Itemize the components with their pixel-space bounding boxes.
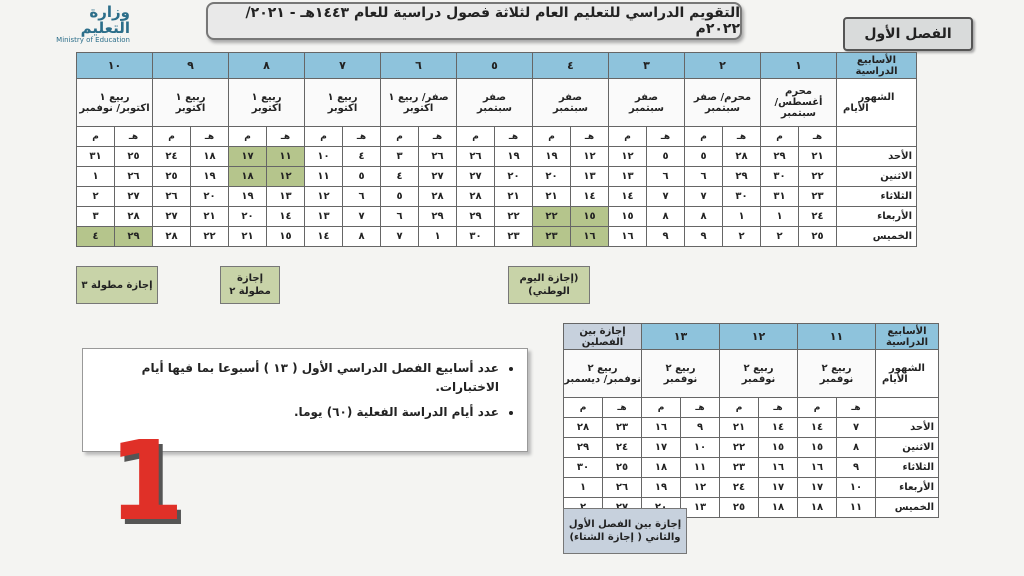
week-number: ١١ [798, 324, 876, 350]
hijri-date: ٢٦ [603, 478, 642, 498]
hijri-date: ١ [419, 227, 457, 247]
bullet-days-count: • عدد أيام الدراسة الفعلية (٦٠) يوما. [91, 403, 499, 422]
hijri-date: ٣٠ [723, 187, 761, 207]
hijri-date: ١٤ [759, 418, 798, 438]
month-name: محرم/ صفر سبتمبر [685, 79, 761, 127]
hijri-date: ٢٩ [419, 207, 457, 227]
hijri-date: ٢٧ [419, 167, 457, 187]
greg-label: م [77, 127, 115, 147]
hijri-label: هـ [603, 398, 642, 418]
day-name: الخميس [876, 498, 939, 518]
greg-date: ٣ [381, 147, 419, 167]
greg-date: ٢٦ [153, 187, 191, 207]
hijri-label: هـ [681, 398, 720, 418]
week-number: ٨ [229, 53, 305, 79]
hijri-date: ٢٠ [495, 167, 533, 187]
greg-date: ٢٣ [533, 227, 571, 247]
greg-date: ٢٤ [153, 147, 191, 167]
greg-date: ١٨ [642, 458, 681, 478]
hijri-date: ١٠ [681, 438, 720, 458]
greg-date: ١٩ [533, 147, 571, 167]
greg-date: ١٤ [305, 227, 343, 247]
hijri-date: ٢١ [799, 147, 837, 167]
greg-date: ٢٨ [153, 227, 191, 247]
hijri-date: ١٥ [571, 207, 609, 227]
greg-date: ١٨ [798, 498, 837, 518]
greg-date: ٢٥ [720, 498, 759, 518]
greg-date: ٢٢ [720, 438, 759, 458]
week-number: ١ [761, 53, 837, 79]
month-name: محرم أغسطس/ سبتمبر [761, 79, 837, 127]
hijri-date: ٢٢ [191, 227, 229, 247]
greg-date: ٢ [77, 187, 115, 207]
hijri-label: هـ [759, 398, 798, 418]
hijri-date: ٢٨ [419, 187, 457, 207]
hijri-date: ٦ [343, 187, 381, 207]
greg-date: ١٣ [305, 207, 343, 227]
greg-date: ١٤ [609, 187, 647, 207]
greg-date: ٢١ [720, 418, 759, 438]
greg-date: ١ [564, 478, 603, 498]
greg-date: ٢٨ [564, 418, 603, 438]
greg-date: ١٨ [229, 167, 267, 187]
greg-date: ١٦ [609, 227, 647, 247]
hijri-date: ٨ [647, 207, 685, 227]
hijri-date: ١٦ [571, 227, 609, 247]
month-name: صفر سبتمبر [533, 79, 609, 127]
hijri-date: ١٢ [267, 167, 305, 187]
greg-date: ٢٧ [153, 207, 191, 227]
greg-date: ١٥ [609, 207, 647, 227]
greg-date: ١٦ [798, 458, 837, 478]
hijri-date: ١١ [267, 147, 305, 167]
greg-date: ٢٠ [229, 207, 267, 227]
week-number: ٣ [609, 53, 685, 79]
greg-date: ٢٩ [761, 147, 799, 167]
hijri-date: ٢٠ [191, 187, 229, 207]
hijri-date: ٧ [837, 418, 876, 438]
month-name: ربيع ٢ نوفمبر [798, 350, 876, 398]
week-number: ٧ [305, 53, 381, 79]
greg-date: ١٩ [642, 478, 681, 498]
week-number: ١٠ [77, 53, 153, 79]
greg-date: ٢٩ [457, 207, 495, 227]
hijri-date: ٨ [343, 227, 381, 247]
month-name: صفر/ ربيع ١ اكتوبر [381, 79, 457, 127]
greg-date: ١٩ [229, 187, 267, 207]
hijri-date: ٩ [681, 418, 720, 438]
days-label: الأيام [843, 102, 869, 114]
long-weekend-2-note: إجازة مطولة ٢ [220, 266, 280, 304]
hijri-date: ٤ [343, 147, 381, 167]
hijri-date: ١٩ [191, 167, 229, 187]
greg-date: ٤ [381, 167, 419, 187]
hijri-date: ١٣ [267, 187, 305, 207]
hijri-date: ٩ [647, 227, 685, 247]
greg-date: ١ [77, 167, 115, 187]
hijri-label: هـ [115, 127, 153, 147]
greg-date: ١٢ [305, 187, 343, 207]
greg-date: ٢٥ [153, 167, 191, 187]
greg-date: ٢٩ [564, 438, 603, 458]
day-name: الأحد [837, 147, 917, 167]
hijri-date: ٢٥ [115, 147, 153, 167]
hijri-date: ٢٩ [723, 167, 761, 187]
greg-date: ١٢ [609, 147, 647, 167]
greg-date: ٢٨ [457, 187, 495, 207]
greg-date: ١ [761, 207, 799, 227]
day-name: الاثنين [876, 438, 939, 458]
hijri-label: هـ [723, 127, 761, 147]
greg-label: م [609, 127, 647, 147]
greg-label: م [798, 398, 837, 418]
greg-date: ١٦ [642, 418, 681, 438]
bullet-weeks-count: • عدد أسابيع الفصل الدراسي الأول ( ١٣ ) أسبوعا بما فيها أيام الاختبارات. [91, 359, 499, 397]
logo-english: Ministry of Education [56, 36, 130, 44]
hijri-date: ٢٤ [799, 207, 837, 227]
greg-date: ٢٣ [720, 458, 759, 478]
months-label: الشهور [858, 91, 895, 103]
greg-date: ٣٠ [761, 167, 799, 187]
greg-date: ٥ [381, 187, 419, 207]
hijri-date: ١٨ [759, 498, 798, 518]
semester-label: الفصل الأول [843, 17, 973, 51]
hijri-date: ١١ [837, 498, 876, 518]
ministry-logo [40, 3, 130, 44]
day-name: الخميس [837, 227, 917, 247]
hijri-date: ٩ [837, 458, 876, 478]
hijri-date: ٢١ [495, 187, 533, 207]
greg-date: ٣١ [761, 187, 799, 207]
slide-number: 1 [108, 417, 185, 545]
winter-break-note: إجازة بين الفصل الأول والثاني ( إجازة الشتاء) [563, 508, 687, 554]
week-number: ٥ [457, 53, 533, 79]
greg-date: ٦ [381, 207, 419, 227]
greg-date: ٧ [685, 187, 723, 207]
greg-date: ١٠ [305, 147, 343, 167]
month-name: صفر سبتمبر [609, 79, 685, 127]
hijri-label: هـ [419, 127, 457, 147]
hijri-date: ٢ [723, 227, 761, 247]
greg-label: م [685, 127, 723, 147]
hijri-date: ٢٥ [799, 227, 837, 247]
day-name: الاثنين [837, 167, 917, 187]
hijri-label: هـ [571, 127, 609, 147]
week-number: ٢ [685, 53, 761, 79]
hijri-date: ١٤ [571, 187, 609, 207]
greg-date: ٥ [685, 147, 723, 167]
greg-date: ١٧ [798, 478, 837, 498]
week-number: ٦ [381, 53, 457, 79]
hijri-date: ١٦ [759, 458, 798, 478]
months-days-corner [876, 350, 939, 398]
hijri-label: هـ [799, 127, 837, 147]
hijri-date: ٢٧ [115, 187, 153, 207]
month-name: ربيع ١ اكتوبر [305, 79, 381, 127]
month-name: صفر سبتمبر [457, 79, 533, 127]
hijri-date: ١١ [681, 458, 720, 478]
greg-date: ١٥ [798, 438, 837, 458]
hijri-date: ١٢ [571, 147, 609, 167]
hijri-date: ٢٣ [799, 187, 837, 207]
hijri-date: ٢٢ [495, 207, 533, 227]
greg-date: ٢٤ [720, 478, 759, 498]
greg-date: ١٧ [229, 147, 267, 167]
hijri-date: ٢٨ [115, 207, 153, 227]
hijri-date: ٧ [343, 207, 381, 227]
hijri-label: هـ [495, 127, 533, 147]
weeks-label: الأسابيع الدراسية [837, 53, 917, 79]
months-days-corner [837, 79, 917, 127]
hijri-date: ٢٣ [495, 227, 533, 247]
greg-date: ٢٦ [457, 147, 495, 167]
month-name: ربيع ١ اكتوبر/ نوفمبر [77, 79, 153, 127]
greg-label: م [229, 127, 267, 147]
greg-date: ٤ [77, 227, 115, 247]
greg-label: م [720, 398, 759, 418]
hijri-label: هـ [267, 127, 305, 147]
hijri-date: ٢٣ [603, 418, 642, 438]
day-name: الأحد [876, 418, 939, 438]
national-day-note: (إجازة اليوم الوطني) [508, 266, 590, 304]
greg-label: م [457, 127, 495, 147]
greg-date: ٧ [381, 227, 419, 247]
greg-date: ٢٧ [457, 167, 495, 187]
hijri-date: ٢٦ [115, 167, 153, 187]
greg-date: ٢ [761, 227, 799, 247]
hijri-label: هـ [343, 127, 381, 147]
hijri-date: ١٢ [681, 478, 720, 498]
day-name: الأربعاء [876, 478, 939, 498]
day-name: الأربعاء [837, 207, 917, 227]
blank-cell [837, 127, 917, 147]
hijri-date: ١٥ [267, 227, 305, 247]
greg-label: م [305, 127, 343, 147]
hijri-date: ١٩ [495, 147, 533, 167]
greg-date: ٦ [685, 167, 723, 187]
greg-date: ٩ [685, 227, 723, 247]
hijri-date: ١٧ [759, 478, 798, 498]
greg-date: ١١ [305, 167, 343, 187]
hijri-date: ٢٢ [799, 167, 837, 187]
calendar-title: التقويم الدراسي للتعليم العام لثلاثة فصول دراسية للعام ١٤٤٣هـ - ٢٠٢١/ ٢٠٢٢م [206, 2, 742, 40]
blank-cell [876, 398, 939, 418]
hijri-date: ٢١ [191, 207, 229, 227]
month-name: ربيع ٢ نوفمبر/ ديسمبر [564, 350, 642, 398]
day-name: الثلاثاء [837, 187, 917, 207]
greg-date: ١٤ [798, 418, 837, 438]
greg-date: ٣ [77, 207, 115, 227]
month-name: ربيع ١ اكتوبر [153, 79, 229, 127]
weeks-label: الأسابيع الدراسية [876, 324, 939, 350]
month-name: ربيع ٢ نوفمبر [642, 350, 720, 398]
week-number: ١٢ [720, 324, 798, 350]
hijri-label: هـ [837, 398, 876, 418]
hijri-date: ١٣ [571, 167, 609, 187]
days-label: الأيام [882, 373, 908, 385]
greg-date: ١٣ [609, 167, 647, 187]
hijri-date: ١٠ [837, 478, 876, 498]
break-header: إجازة بين الفصلين [564, 324, 642, 350]
greg-label: م [761, 127, 799, 147]
calendar-table-1 [76, 52, 917, 247]
greg-date: ٢٠ [533, 167, 571, 187]
hijri-date: ١٨ [191, 147, 229, 167]
greg-label: م [533, 127, 571, 147]
logo-arabic: وزارة التعليم [80, 3, 130, 37]
greg-label: م [381, 127, 419, 147]
greg-date: ١٧ [642, 438, 681, 458]
week-number: ١٣ [642, 324, 720, 350]
greg-date: ٣٠ [564, 458, 603, 478]
hijri-label: هـ [647, 127, 685, 147]
greg-date: ٣١ [77, 147, 115, 167]
hijri-date: ٧ [647, 187, 685, 207]
week-number: ٩ [153, 53, 229, 79]
day-name: الثلاثاء [876, 458, 939, 478]
hijri-date: ٥ [647, 147, 685, 167]
greg-label: م [642, 398, 681, 418]
hijri-date: ٨ [837, 438, 876, 458]
greg-label: م [564, 398, 603, 418]
calendar-table-2 [563, 323, 939, 518]
hijri-date: ٢٨ [723, 147, 761, 167]
hijri-label: هـ [191, 127, 229, 147]
hijri-date: ١٤ [267, 207, 305, 227]
greg-date: ٢١ [229, 227, 267, 247]
hijri-date: ٢٦ [419, 147, 457, 167]
greg-label: م [153, 127, 191, 147]
week-number: ٤ [533, 53, 609, 79]
month-name: ربيع ٢ نوفمبر [720, 350, 798, 398]
long-weekend-3-note: إجازة مطولة ٣ [76, 266, 158, 304]
hijri-date: ١٣ [681, 498, 720, 518]
greg-date: ٢١ [533, 187, 571, 207]
greg-date: ٣٠ [457, 227, 495, 247]
hijri-date: ١ [723, 207, 761, 227]
month-name: ربيع ١ اكتوبر [229, 79, 305, 127]
hijri-date: ٢٤ [603, 438, 642, 458]
hijri-date: ٢٩ [115, 227, 153, 247]
greg-date: ٨ [685, 207, 723, 227]
months-label: الشهور [889, 362, 925, 374]
hijri-date: ٢٥ [603, 458, 642, 478]
hijri-date: ٥ [343, 167, 381, 187]
hijri-date: ١٥ [759, 438, 798, 458]
hijri-date: ٦ [647, 167, 685, 187]
greg-date: ٢٢ [533, 207, 571, 227]
